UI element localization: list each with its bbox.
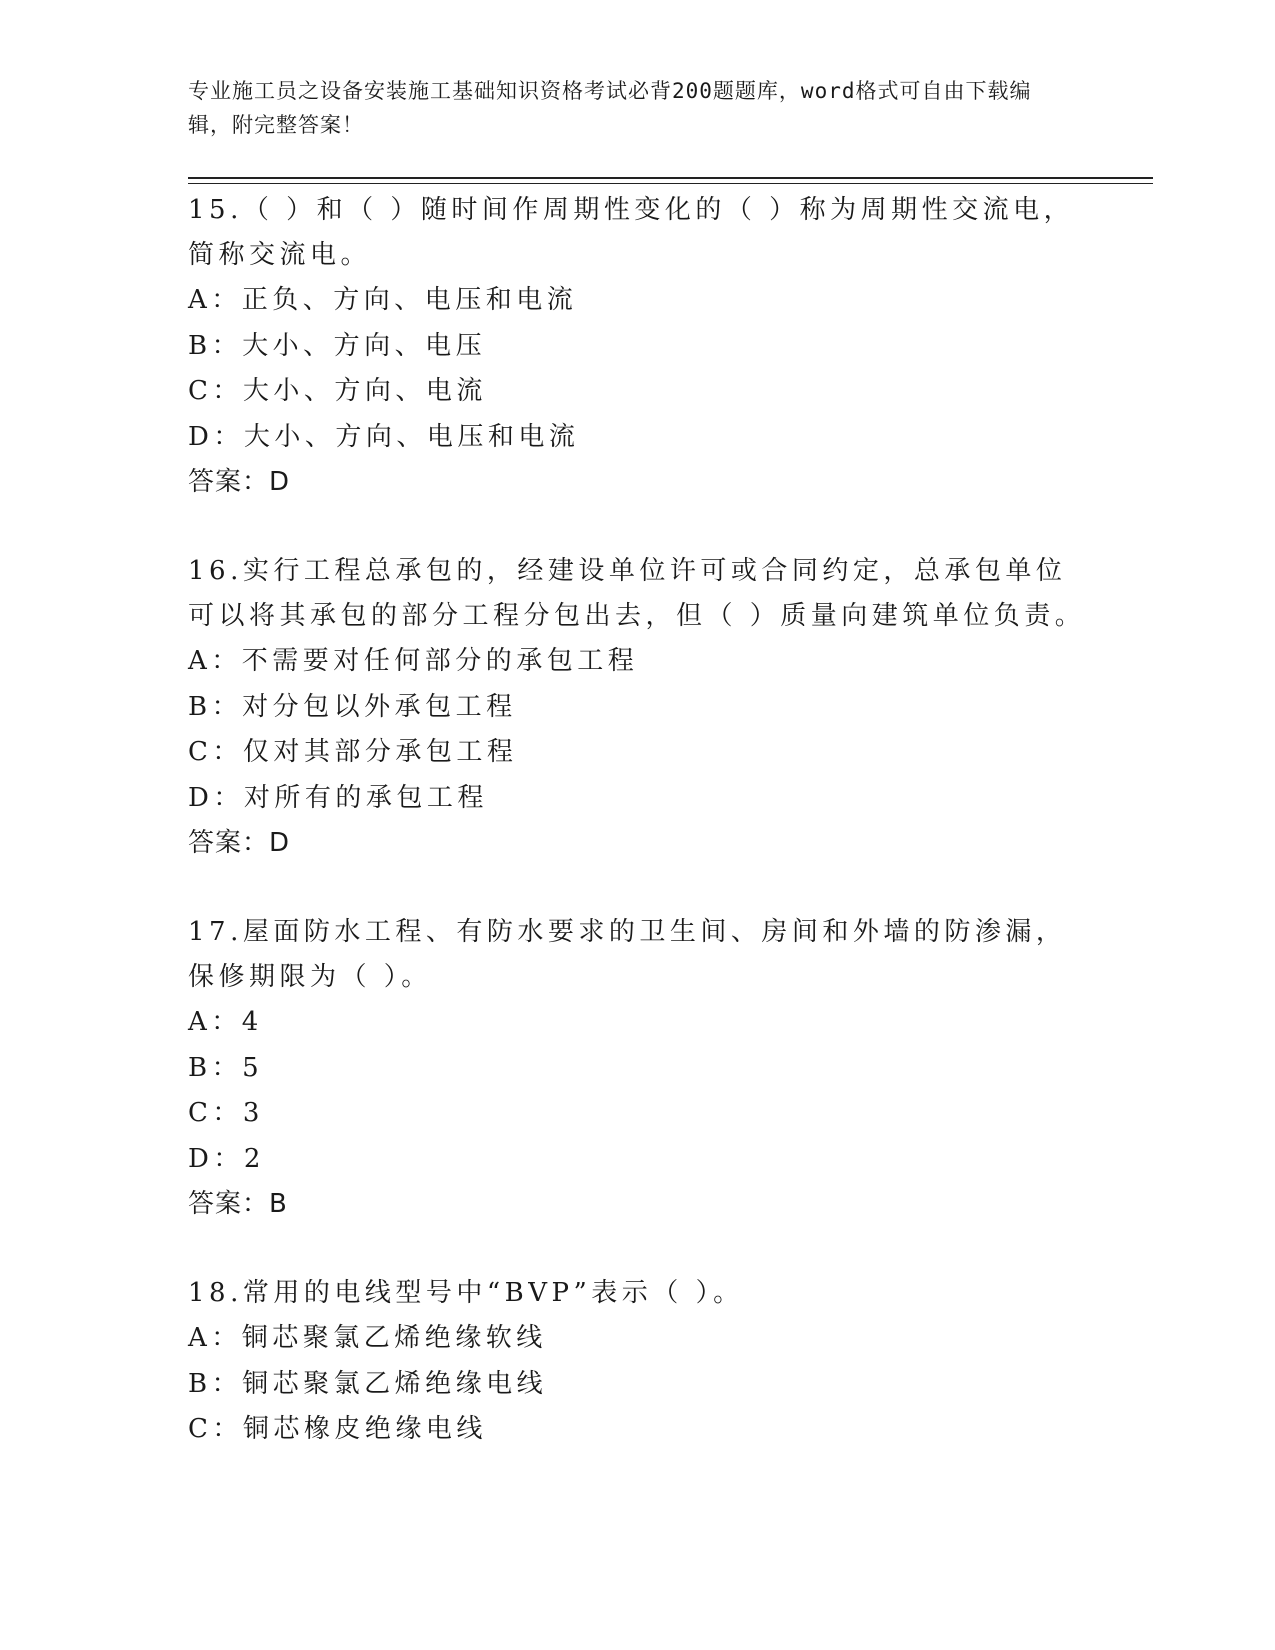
option-a: A：正负、方向、电压和电流	[188, 285, 578, 315]
question-stem: 16.实行工程总承包的，经建设单位许可或合同约定，总承包单位可以将其承包的部分工程分包出去，但（ ）质量向建筑单位负责。	[188, 556, 1086, 631]
document-header	[188, 74, 1068, 142]
option-c: C：铜芯橡皮绝缘电线	[188, 1414, 487, 1444]
option-a: A：不需要对任何部分的承包工程	[188, 646, 639, 676]
option-a: A：铜芯聚氯乙烯绝缘软线	[188, 1323, 547, 1353]
question-15	[188, 188, 1088, 505]
option-c: C：大小、方向、电流	[188, 376, 487, 406]
question-stem: 17.屋面防水工程、有防水要求的卫生间、房间和外墙的防渗漏，保修期限为（ ）。	[188, 917, 1067, 992]
question-16	[188, 549, 1088, 866]
option-b: B：铜芯聚氯乙烯绝缘电线	[188, 1368, 548, 1399]
answer: 答案：B	[188, 1189, 288, 1219]
answer: 答案：D	[188, 828, 291, 858]
option-b: B：5	[188, 1052, 264, 1083]
answer: 答案：D	[188, 467, 291, 497]
option-d: D：对所有的承包工程	[188, 782, 488, 813]
option-b: B：大小、方向、电压	[188, 330, 487, 361]
option-c: C：3	[188, 1098, 264, 1128]
header-divider-thin	[188, 183, 1153, 184]
document-title: 专业施工员之设备安装施工基础知识资格考试必背200题题库，word格式可自由下载编辑，附完整答案！	[188, 79, 1032, 137]
question-stem: 15.（ ）和（ ）随时间作周期性变化的（ ）称为周期性交流电，简称交流电。	[188, 195, 1075, 270]
option-c: C：仅对其部分承包工程	[188, 737, 518, 767]
question-18	[188, 1271, 1088, 1453]
option-d: D：大小、方向、电压和电流	[188, 421, 580, 452]
question-17	[188, 910, 1088, 1227]
option-a: A：4	[188, 1007, 263, 1037]
header-divider-thick	[188, 177, 1153, 179]
option-d: D：2	[188, 1143, 265, 1174]
option-b: B：对分包以外承包工程	[188, 691, 517, 722]
question-list	[188, 188, 1088, 1497]
question-stem: 18.常用的电线型号中“BVP”表示（ ）。	[188, 1278, 744, 1308]
